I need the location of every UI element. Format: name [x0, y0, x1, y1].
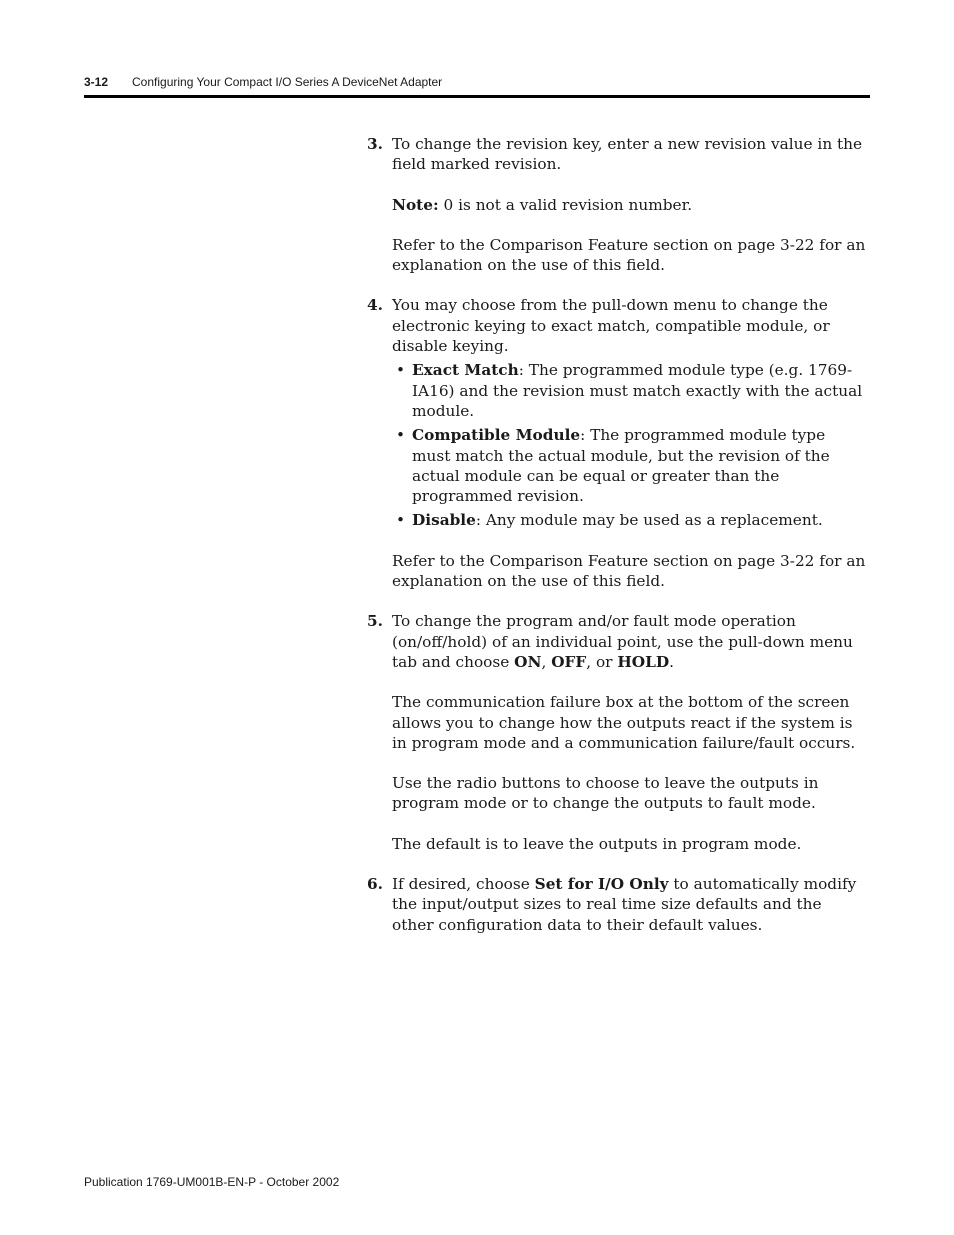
note-text: 0 is not a valid revision number. — [438, 195, 693, 214]
step-number: 6. — [367, 875, 383, 894]
option-label: Compatible Module — [412, 426, 581, 445]
list-item — [392, 425, 867, 506]
option-text: : The programmed module type must match the actual module, but the revision of the actual module can be equal or greater than the programmed revision. — [412, 426, 830, 506]
list-item — [392, 360, 867, 421]
comm-failure-text: The communication failure box at the bottom of the screen allows you to change how the outputs react if the system is in program mode and a communication failure/fault occurs. — [392, 693, 856, 752]
option-text: : The programmed module type (e.g. 1769-IA16) and the revision must match exactly with the actual module. — [412, 361, 863, 420]
option-text: : Any module may be used as a replacement. — [475, 511, 823, 530]
step-number: 4. — [367, 296, 383, 315]
list-item — [392, 510, 867, 530]
option-label: Exact Match — [412, 361, 519, 380]
step-text-start: To change the program and/or fault mode operation (on/off/hold) of an individual point, use the pull-down menu tab and choose — [392, 612, 853, 671]
note-label: Note: — [392, 195, 439, 214]
bullet-icon: • — [396, 511, 406, 530]
option-label: Disable — [412, 511, 476, 530]
step-5 — [367, 611, 867, 854]
separator: , — [541, 652, 552, 671]
page-number: 3-12 — [84, 75, 109, 89]
refer-text: Refer to the Comparison Feature section on page 3-22 for an explanation on the use of this field. — [392, 235, 866, 275]
step-text: To change the revision key, enter a new revision value in the field marked revision. — [392, 135, 863, 174]
header-rule — [84, 95, 870, 98]
step-text: You may choose from the pull-down menu to change the electronic keying to exact match, compatible module, or disable keying. — [392, 296, 830, 356]
keying-options-list — [392, 360, 867, 530]
page-footer: Publication 1769-UM001B-EN-P - October 2002 — [84, 1175, 340, 1189]
chapter-title: Configuring Your Compact I/O Series A DeviceNet Adapter — [132, 75, 443, 89]
step-text-end: to automatically modify the input/output sizes to real time size defaults and the other configuration data to their default values. — [392, 875, 857, 934]
step-number: 3. — [367, 135, 383, 153]
step-6 — [367, 874, 867, 935]
step-text — [392, 611, 867, 672]
step-text-start: If desired, choose — [392, 875, 535, 894]
step-text — [392, 874, 867, 935]
default-text: The default is to leave the outputs in program mode. — [392, 834, 802, 853]
note — [392, 195, 867, 215]
mode-off: OFF — [551, 652, 587, 671]
set-for-io-only: Set for I/O Only — [534, 875, 669, 894]
bullet-icon: • — [396, 361, 406, 380]
page-header — [84, 72, 870, 92]
bullet-icon: • — [396, 426, 406, 445]
main-content — [367, 134, 867, 955]
refer-text: Refer to the Comparison Feature section on page 3-22 for an explanation on the use of this field. — [392, 551, 866, 591]
mode-on: ON — [514, 652, 542, 671]
step-3 — [367, 134, 867, 275]
step-4 — [367, 295, 867, 591]
separator: , or — [586, 652, 618, 671]
radio-buttons-text: Use the radio buttons to choose to leave the outputs in program mode or to change the outputs to fault mode. — [392, 774, 819, 813]
step-number: 5. — [367, 612, 383, 631]
step-text-end: . — [669, 652, 675, 671]
mode-hold: HOLD — [617, 652, 670, 671]
